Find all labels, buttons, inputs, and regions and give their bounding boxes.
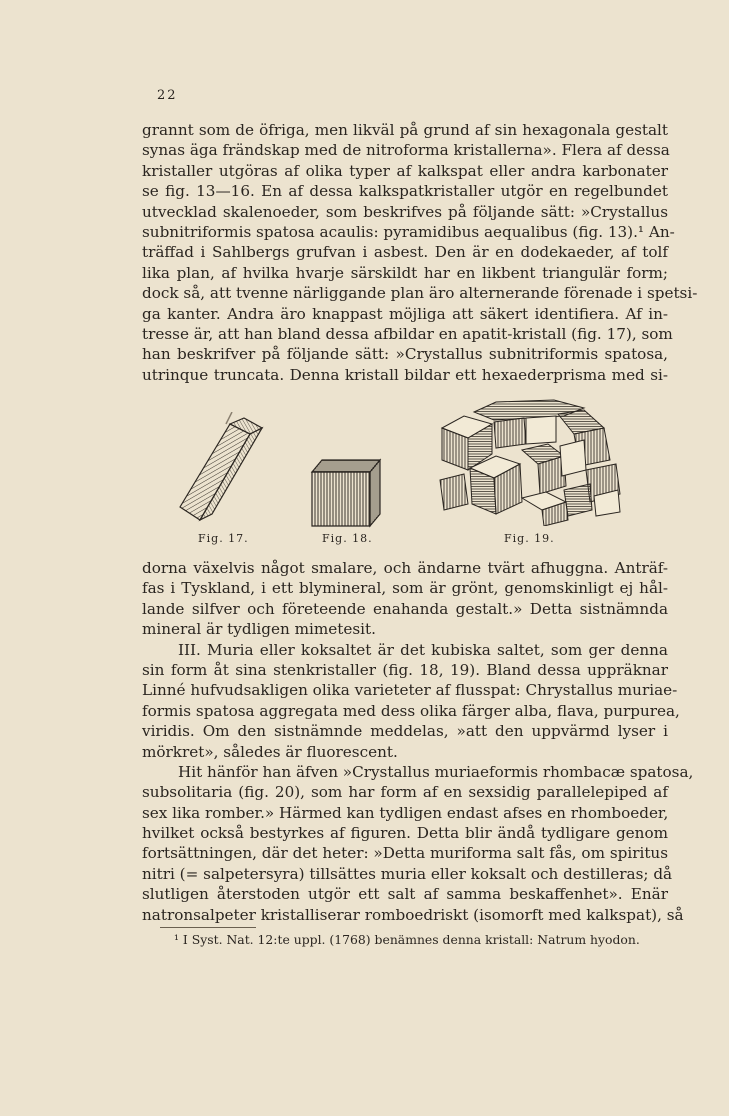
text-line: nitri (= salpetersyra) tillsättes muria eller koksalt och destilleras; då bbox=[142, 864, 673, 883]
fig-18-caption: Fig. 18. bbox=[322, 532, 373, 545]
text-line: kristaller utgöras af olika typer af kalkspat eller andra karbonater bbox=[142, 161, 668, 180]
footnote bbox=[174, 932, 668, 948]
text-line: sex lika romber.» Härmed kan tydligen endast afses en rhomboeder, bbox=[142, 803, 669, 822]
text-line: synas äga frändskap med de nitroforma kristallerna». Flera af dessa bbox=[142, 141, 670, 160]
text-line: utvecklad skalenoeder, som beskrifves på följande sätt: »Crystallus bbox=[142, 202, 668, 221]
text-line: grannt som de öfriga, men likväl på grund af sin hexagonala gestalt bbox=[142, 121, 668, 139]
text-line: mineral är tydligen mimetesit. bbox=[142, 620, 376, 639]
text-line: subsolitaria (fig. 20), som har form af en sexsidig parallelepiped af bbox=[142, 783, 668, 802]
text-line: mörkret», således är fluorescent. bbox=[142, 742, 398, 761]
text-line: dorna växelvis något smalare, och ändarne tvärt afhuggna. Anträf- bbox=[142, 559, 668, 577]
text-line: slutligen återstoden utgör ett salt af samma beskaffenhet». Enär bbox=[142, 885, 668, 904]
text-line: natronsalpeter kristalliserar romboedriskt (isomorft med kalkspat), så bbox=[142, 905, 684, 924]
text-line: se fig. 13—16. En af dessa kalkspatkristaller utgör en regelbundet bbox=[142, 182, 668, 201]
text-line: fortsättningen, där det heter: »Detta muriforma salt fås, om spiritus bbox=[142, 844, 668, 863]
text-line: utrinque truncata. Denna kristall bildar ett hexaederprisma med si- bbox=[142, 365, 668, 384]
text-line: Linné hufvudsakligen olika varieteter af flusspat: Chrystallus muriae- bbox=[142, 681, 678, 700]
figure-group bbox=[142, 392, 668, 552]
text-line: hvilket också bestyrkes af figuren. Detta blir ändå tydligare genom bbox=[142, 824, 668, 843]
fig-18-cube-illustration bbox=[308, 456, 384, 530]
text-line: lika plan, af hvilka hvarje särskildt har en likbent triangulär form; bbox=[142, 263, 668, 282]
text-line: III. Muria eller koksaltet är det kubiska saltet, som ger denna bbox=[178, 640, 668, 659]
text-line: subnitriformis spatosa acaulis: pyramidibus aequalibus (fig. 13).¹ An- bbox=[142, 222, 675, 241]
text-line: lande silfver och företeende enahanda gestalt.» Detta sistnämnda bbox=[142, 599, 668, 618]
footnote-marker: ¹ bbox=[174, 932, 179, 947]
fig-17-prism-illustration bbox=[172, 412, 272, 532]
body-text-top bbox=[142, 120, 698, 385]
text-line: dock så, att tvenne närliggande plan äro alternerande förenade i spetsi- bbox=[142, 284, 698, 303]
text-line: fas i Tyskland, i ett blymineral, som är grönt, genomskinligt ej hål- bbox=[142, 579, 668, 598]
text-line: ga kanter. Andra äro knappast möjliga att säkert identifiera. Af in- bbox=[142, 304, 668, 323]
text-line: sin form åt sina stenkristaller (fig. 18, 19). Bland dessa uppräknar bbox=[142, 660, 668, 679]
page-number: 22 bbox=[157, 88, 178, 103]
text-line: formis spatosa aggregata med dess olika färger alba, flava, purpurea, bbox=[142, 701, 680, 720]
text-line: träffad i Sahlbergs grufvan i asbest. Den är en dodekaeder, af tolf bbox=[142, 243, 668, 262]
text-line: viridis. Om den sistnämnde meddelas, »att den uppvärmd lyser i bbox=[142, 722, 668, 741]
fig-17-caption: Fig. 17. bbox=[198, 532, 249, 545]
footnote-divider bbox=[160, 927, 256, 928]
text-line: tresse är, att han bland dessa afbildar en apatit-kristall (fig. 17), som bbox=[142, 324, 673, 343]
fig-19-cube-aggregate-illustration bbox=[434, 398, 630, 526]
text-line: han beskrifver på följande sätt: »Crystallus subnitriformis spatosa, bbox=[142, 345, 668, 364]
footnote-text: I Syst. Nat. 12:te uppl. (1768) benämnes denna kristall: Natrum hyodon. bbox=[182, 932, 640, 947]
body-text-bottom bbox=[142, 558, 694, 925]
fig-19-caption: Fig. 19. bbox=[504, 532, 555, 545]
text-line: Hit hänför han äfven »Crystallus muriaeformis rhombacæ spatosa, bbox=[178, 762, 694, 781]
